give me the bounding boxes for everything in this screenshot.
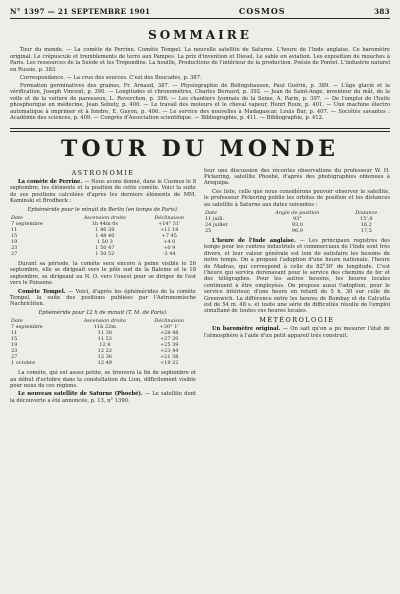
india-text: — Les principaux registres des temps pour les centres industriels et commerciaux de l'Inde sont très divers, et leur valeur générale est loin de satisfaire les besoins de notre temps. On a proposé l'adoption d'une heure nationale, l'heure de Madras, qui correspond à celle du 82°30' de longitude. C'est l'heure qui servira dorénavant pour le service des chemins de fer et des télégraphes. Pour les autres besoins, les heures locales continuent à être employées. On propose aussi l'adoption, pour le service intérieur, d'une heure en retard de 5 h. 30 sur celle de Greenwich. La différence entre les heures de Bombay et de Calcutta est de 54 m. 48 s. et toute une série de difficultés résulte de l'emploi simultané de toutes ces heures locales. — [204, 237, 391, 315]
table-cell: 15 — [11, 232, 18, 239]
table-cell: +11 18 — [159, 226, 179, 233]
table-cell: 93,0 — [291, 221, 303, 228]
table-cell: 1h 44m 0s — [91, 220, 119, 227]
table-cell: 23 — [11, 244, 18, 251]
table-cell: 93° — [292, 215, 302, 222]
table-cell: +4 0 — [163, 238, 176, 245]
india-subheading: L'heure de l'Inde anglaise. — [212, 237, 296, 244]
table-cell: +21 38 — [159, 354, 179, 361]
table-cell: +25 39 — [159, 342, 179, 349]
table-cell: 15',8 — [360, 215, 373, 222]
right-column — [204, 168, 390, 407]
column-header: Ascension droite — [83, 318, 126, 325]
column-header: Angle de position — [275, 209, 320, 216]
tempel-after-paragraph: La comète, qui est assez petite, se trouvera la fin de septembre et au début d'octobre dans la constellation du Lion, difficilement visible pour nous de ces régions. — [10, 370, 196, 389]
table-cell: 25 — [205, 227, 212, 234]
sommaire-title: SOMMAIRE — [148, 28, 252, 42]
table-row — [204, 228, 390, 234]
table-cell: 11h 22m — [93, 324, 116, 331]
table-cell: 11 38 — [97, 330, 112, 337]
tempel-paragraph — [10, 289, 196, 308]
table-cell: 12 22 — [97, 348, 112, 355]
table-cell: 19 — [11, 238, 18, 245]
saturn-text: — Le satellite dont la découverte a été annoncée, p. 13, n° 1390. — [10, 391, 196, 404]
table-cell: 1 48 40 — [95, 232, 115, 239]
issue-number: N° 1397 — 21 SEPTEMBRE 1901 — [10, 7, 151, 16]
column-header: Distance — [355, 209, 378, 216]
table-cell: 1 octobre — [11, 360, 36, 367]
phoebe-intro-2: Ces liste, celle que nous considérons pouvoir observer le satellite, le professeur Pickering publie les orbites de position et les distances au satellite à Saturne aux dates suivantes : — [204, 188, 390, 208]
table-cell: 7 septembre — [11, 324, 43, 331]
table-cell: +23 44 — [159, 348, 179, 355]
table-cell: +14° 31' — [158, 220, 181, 227]
journal-name: COSMOS — [238, 6, 286, 16]
column-header: Déclinaison — [154, 318, 184, 325]
table-cell: 11 juill. — [205, 215, 225, 222]
table-cell: 16,2 — [360, 221, 372, 228]
india-paragraph — [204, 238, 390, 315]
barometer-text: — On sait qu'on a pu mesurer l'état de l'atmosphère à l'aide d'un petit appareil très construit. — [204, 326, 390, 339]
table-cell: 96,9 — [291, 227, 303, 234]
table-cell: 23 — [11, 348, 18, 355]
astronomy-heading: ASTRONOMIE — [71, 168, 135, 177]
table-row — [10, 251, 196, 257]
table-cell: 7 septembre — [11, 220, 43, 227]
page-number: 383 — [374, 7, 390, 16]
section-title: TOUR DU MONDE — [60, 135, 340, 162]
tempel-text: — Voici, d'après les éphémérides de la comète Tempel, la suite des positions publiées par l'Astronomische Nachrichten. — [10, 288, 196, 308]
table-cell: 1 50 3 — [96, 238, 113, 245]
sommaire-paragraph: Tour du monde. — La comète de Perrine. Comète Tempel. La nouvelle satellite de Saturne. L'heure de l'Inde anglaise. Ce baromètre original. Le crépuscule et tremblements de terre aux Pampes. La prix d'invention et Diesel, Le sable en aviation. Les exposition de mouches à Paris. Les ressources de la Suède et les Tropondins. La houille, Productions de l'intérieur de la production. Poésie de Pontet. L'industrie naturel en Russie, p. 383. — [10, 47, 390, 73]
barometer-paragraph — [204, 326, 390, 339]
sommaire-body — [10, 47, 390, 122]
comet-ephemeris-table — [10, 215, 196, 257]
tempel-ephemeris-table — [10, 318, 196, 366]
running-header — [10, 6, 390, 19]
table-cell: +0 9 — [163, 244, 176, 251]
table-cell: 12 8 — [99, 342, 111, 349]
table-cell: 24 juillet — [205, 221, 228, 228]
barometer-subheading: Un baromètre original. — [212, 326, 281, 333]
table-cell: +27 20 — [159, 336, 179, 343]
column-header: Date — [11, 318, 23, 325]
table-cell: 1 46 38 — [95, 226, 115, 233]
table-cell: +30° 1' — [159, 324, 179, 331]
comet-text: — Nous avons donné, dans le Cosmos le 8 septembre, les éléments et la position de cette comète. Voici la suite de ses positions calculées d'après les derniers éléments de MM. Kaminski et Brodbeck : — [10, 178, 196, 205]
table-cell: +7 45 — [161, 232, 177, 239]
phoebe-position-table — [204, 210, 390, 234]
table-cell: +28 48 — [159, 330, 179, 337]
comet-after-paragraph: Durant sa période, la comète sera encore à peine visible le 26 septembre, elle se dirigeait vers le pôle sud de la Baleine et le 18 septembre, se dirigeant au N. O. vers l'ouest pour se diriger de l'est vers le Poissons. — [10, 260, 196, 287]
table-cell: -3 44 — [162, 250, 176, 257]
table-cell: 17,5 — [360, 227, 372, 234]
table-cell: 11 — [11, 330, 18, 337]
sommaire-paragraph: Formation germinatives des graines, Fr. Arnaud, 387. — Physiographie de Belingshausen, Paul Guérin, p. 389. — L'âge glacié et la vérification, Joseph Vincent, p. 390. — Longitudes et chronomètres, Charles Bernard, p. 392. — Jean de Saint-Ange, inventeur du mât, de la voile et de la voiture de paresseux, L. Reverchon, p. 396. — Les chantiers lyonnais de la Seine, A. Parin, p. 397. — De l'emploi de l'huile phosphorique en médecine, Jean Sebuty, p. 400. — Le travail des moteurs et le cheval vapeur, Henri Roux, p. 401. — Une machine électro automatique à imprimer et à fondre, E. Guyon, p. 406. — Le service des nouvelles à Madagascar, Louis Bar, p. 407. — Sociétés savantes : Académie des sciences, p. 409. — Congrès d'Association scientifique. — Bibliographie, p. 411. — Bibliographie, p. 412. — [10, 82, 390, 121]
two-column-body — [10, 168, 390, 407]
comet-caption: Éphéméride pour le minuit de Berlin (en temps de Paris). — [27, 206, 179, 213]
phoebe-intro: teur une discussion des récentes observations du professeur W. H. Pickering, satellite Phoebé, d'après des photographies obtenues à Arequipa. — [204, 167, 390, 187]
table-cell: 11 53 — [97, 336, 112, 343]
saturn-subheading: Le nouveau satellite de Saturne (Phoebé). — [18, 391, 143, 398]
tempel-subheading: Comète Tempel. — [18, 288, 66, 295]
left-column — [10, 168, 196, 407]
column-header: Date — [11, 214, 23, 221]
table-cell: +19 22 — [159, 360, 179, 367]
table-row — [10, 360, 196, 366]
sommaire-paragraph: Correspondance. — La crue des sources. C'est des Boucades, p. 387. — [20, 74, 202, 81]
table-cell: 12 36 — [97, 354, 112, 361]
meteorology-heading: MÉTÉOROLOGIE — [259, 315, 335, 324]
table-cell: 19 — [11, 342, 18, 349]
table-cell: 27 — [11, 250, 18, 257]
saturn-paragraph — [10, 391, 196, 404]
column-header: Date — [205, 209, 217, 216]
table-cell: 1 50 52 — [95, 250, 115, 257]
double-rule-divider — [10, 128, 390, 132]
column-header: Déclinaison — [154, 214, 184, 221]
comet-paragraph — [10, 179, 196, 205]
table-cell: 11 — [11, 226, 18, 233]
comet-subheading: La comète de Perrine. — [18, 178, 83, 185]
table-cell: 15 — [11, 336, 18, 343]
table-cell: 1 50 47 — [95, 244, 115, 251]
tempel-caption: Éphéméride pour 12 h de minuit (T. M. de Paris). — [38, 309, 168, 316]
table-cell: 12 49 — [97, 360, 112, 367]
table-cell: 27 — [11, 354, 18, 361]
column-header: Ascension droite — [83, 214, 126, 221]
